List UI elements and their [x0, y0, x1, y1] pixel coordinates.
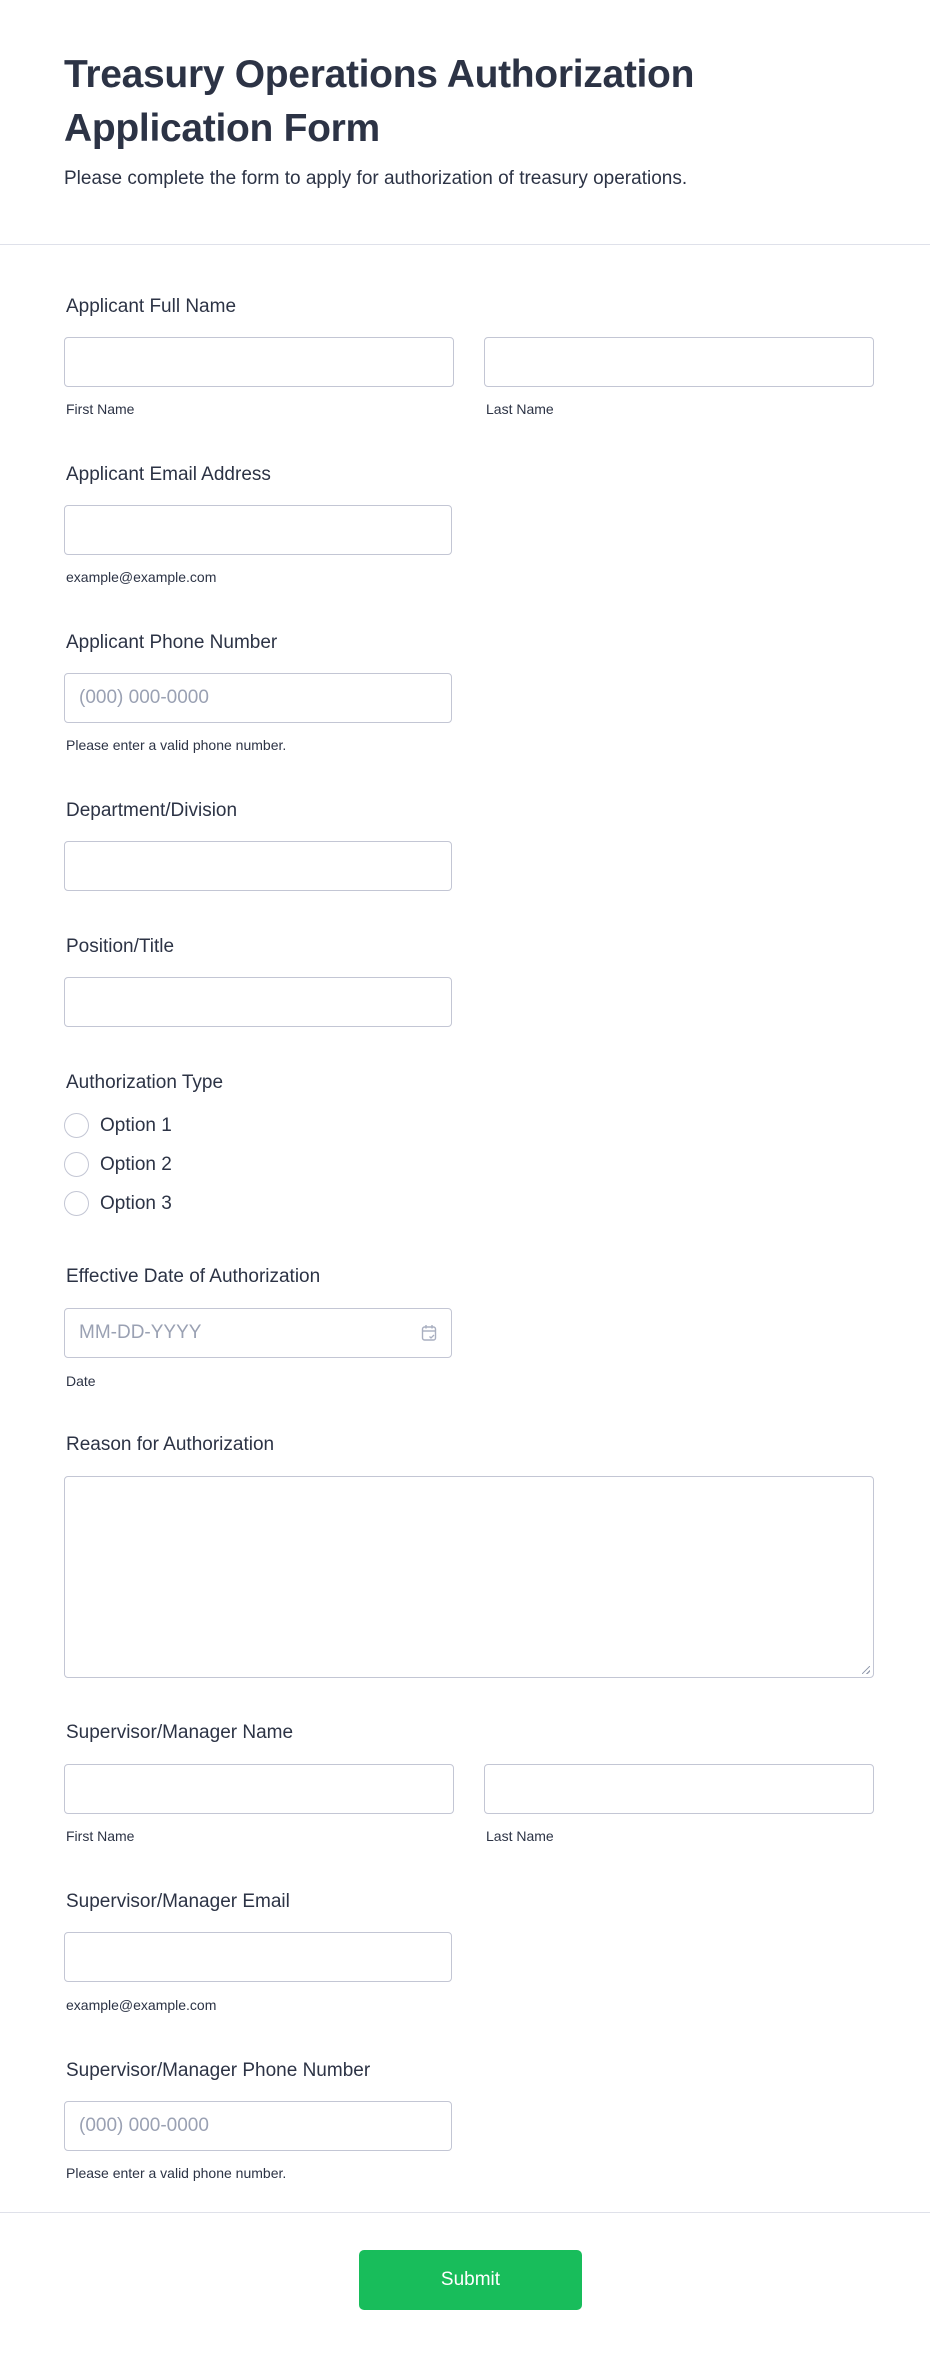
submit-button[interactable]: Submit	[359, 2250, 582, 2310]
option-label: Option 3	[100, 1192, 172, 1214]
radio-circle[interactable]	[64, 1191, 89, 1216]
option-label: Option 2	[100, 1153, 172, 1175]
applicant-first-name-input[interactable]	[64, 337, 454, 387]
supervisor-phone-sublabel: Please enter a valid phone number.	[66, 2165, 287, 2181]
authorization-option-2[interactable]	[64, 1152, 172, 1177]
position-label: Position/Title	[66, 936, 175, 957]
radio-circle[interactable]	[64, 1152, 89, 1177]
applicant-name-label: Applicant Full Name	[66, 296, 237, 317]
applicant-email-input[interactable]	[64, 505, 452, 555]
form-subtitle: Please complete the form to apply for authorization of treasury operations.	[64, 168, 688, 189]
supervisor-email-label: Supervisor/Manager Email	[66, 1891, 290, 1912]
authorization-type-label: Authorization Type	[66, 1072, 224, 1093]
position-input[interactable]	[64, 977, 452, 1027]
option-label: Option 1	[100, 1114, 172, 1136]
effective-date-input[interactable]	[64, 1308, 452, 1358]
date-sublabel: Date	[66, 1373, 96, 1389]
applicant-phone-label: Applicant Phone Number	[66, 632, 278, 653]
supervisor-email-sublabel: example@example.com	[66, 1997, 217, 2013]
header-divider	[0, 244, 930, 245]
supervisor-email-input[interactable]	[64, 1932, 452, 1982]
last-name-sublabel: Last Name	[486, 401, 554, 417]
supervisor-first-name-input[interactable]	[64, 1764, 454, 1814]
effective-date-label: Effective Date of Authorization	[66, 1266, 321, 1287]
last-name-sublabel: Last Name	[486, 1828, 554, 1844]
applicant-email-sublabel: example@example.com	[66, 569, 217, 585]
reason-textarea[interactable]	[64, 1476, 874, 1678]
department-label: Department/Division	[66, 800, 238, 821]
supervisor-last-name-input[interactable]	[484, 1764, 874, 1814]
authorization-option-3[interactable]	[64, 1191, 172, 1216]
resize-handle-icon[interactable]	[862, 1666, 870, 1674]
authorization-option-1[interactable]	[64, 1113, 172, 1138]
applicant-phone-sublabel: Please enter a valid phone number.	[66, 737, 287, 753]
calendar-icon[interactable]	[421, 1324, 437, 1342]
date-placeholder: MM-DD-YYYY	[79, 1322, 202, 1343]
supervisor-phone-label: Supervisor/Manager Phone Number	[66, 2060, 371, 2081]
first-name-sublabel: First Name	[66, 401, 135, 417]
footer-divider	[0, 2212, 930, 2213]
applicant-phone-input[interactable]: (000) 000-0000	[64, 673, 452, 723]
supervisor-phone-input[interactable]: (000) 000-0000	[64, 2101, 452, 2151]
form-title: Treasury Operations Authorization Application Form	[64, 53, 695, 150]
supervisor-name-label: Supervisor/Manager Name	[66, 1722, 294, 1743]
reason-label: Reason for Authorization	[66, 1434, 275, 1455]
department-input[interactable]	[64, 841, 452, 891]
applicant-last-name-input[interactable]	[484, 337, 874, 387]
first-name-sublabel: First Name	[66, 1828, 135, 1844]
radio-circle[interactable]	[64, 1113, 89, 1138]
applicant-email-label: Applicant Email Address	[66, 464, 271, 485]
